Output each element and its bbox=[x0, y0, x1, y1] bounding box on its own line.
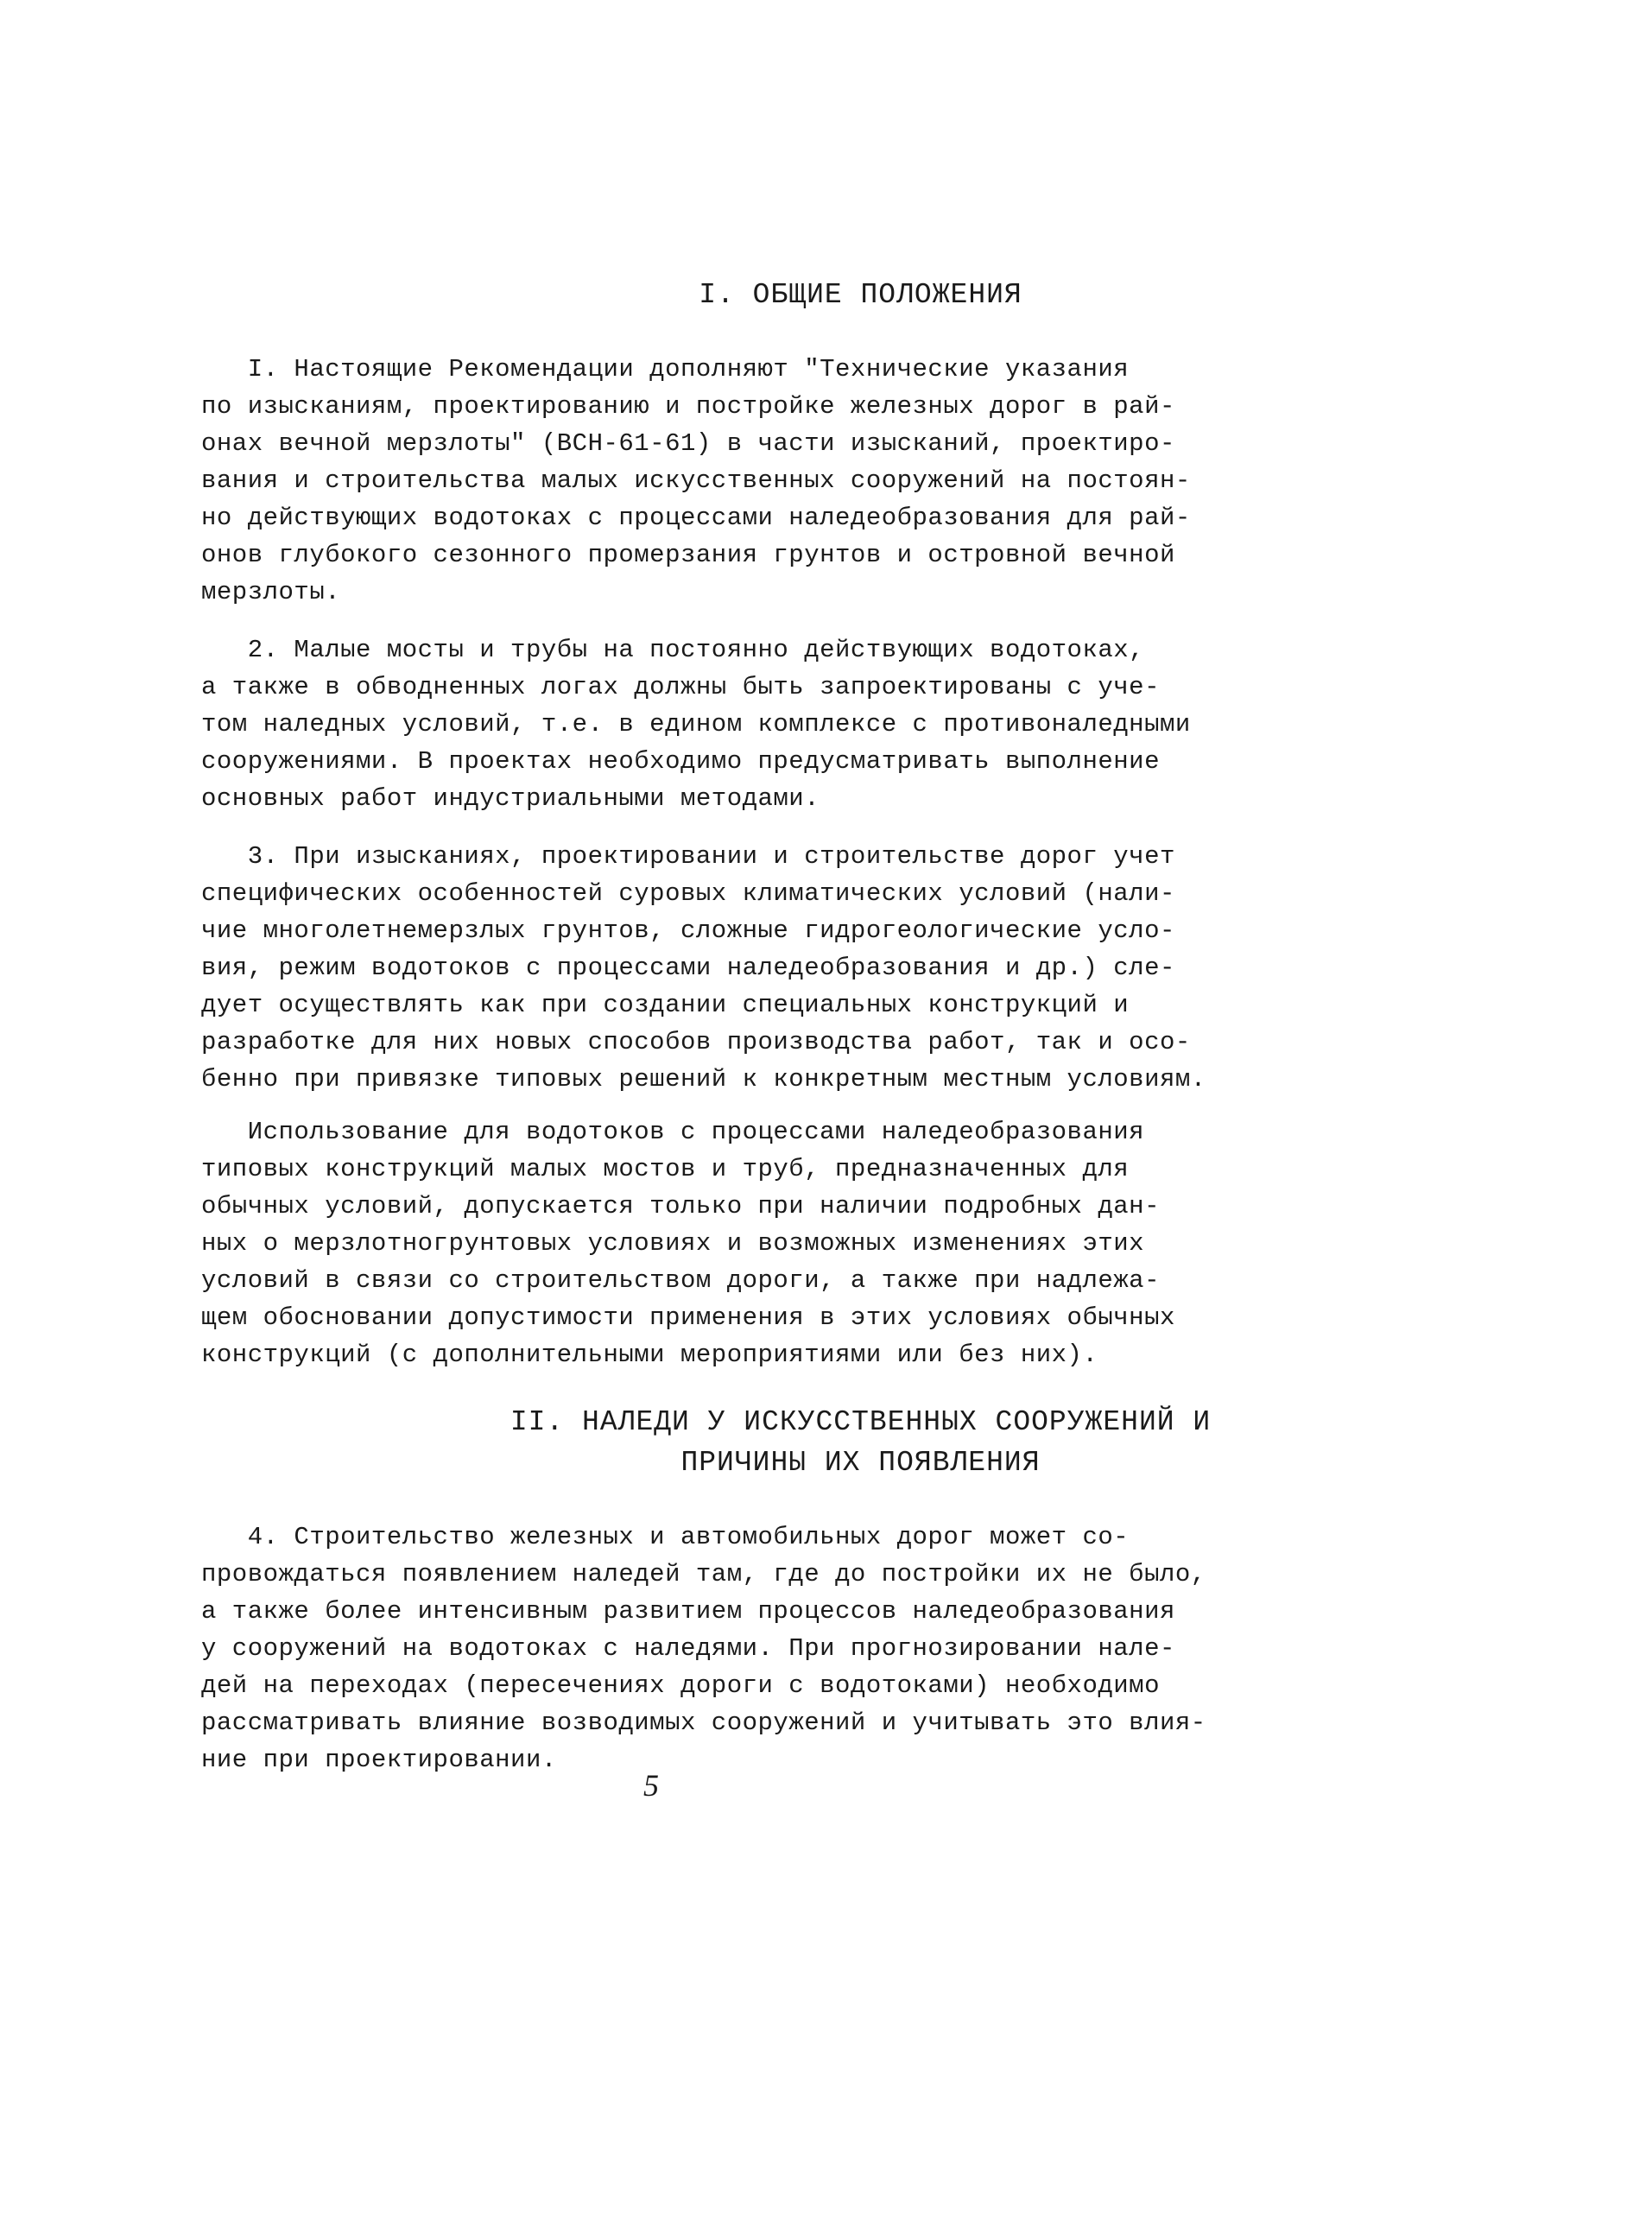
text-line: том наледных условий, т.е. в едином комплексе с противоналедными bbox=[201, 710, 1191, 739]
text-line: дей на переходах (пересечениях дороги с водотоками) необходимо bbox=[201, 1671, 1160, 1700]
text-line: I. Настоящие Рекомендации дополняют "Технические указания bbox=[201, 355, 1130, 384]
text-line: провождаться появлением наледей там, где до постройки их не было, bbox=[201, 1560, 1206, 1588]
text-line: 2. Малые мосты и трубы на постоянно действующих водотоках, bbox=[201, 636, 1145, 664]
text-line: бенно при привязке типовых решений к конкретным местным условиям. bbox=[201, 1065, 1206, 1094]
text-line: конструкций (с дополнительными мероприятиями или без них). bbox=[201, 1341, 1098, 1369]
section-2-title: II. НАЛЕДИ У ИСКУССТВЕННЫХ СООРУЖЕНИЙ И bbox=[510, 1406, 1212, 1438]
text-line: онов глубокого сезонного промерзания грунтов и островной вечной bbox=[201, 541, 1175, 569]
text-line: ных о мерзлотногрунтовых условиях и возможных изменениях этих bbox=[201, 1229, 1145, 1258]
section-1-title: I. ОБЩИЕ ПОЛОЖЕНИЯ bbox=[699, 279, 1022, 311]
text-line: разработке для них новых способов производства работ, так и осо- bbox=[201, 1028, 1191, 1056]
text-line: Использование для водотоков с процессами наледеобразования bbox=[201, 1118, 1145, 1146]
text-line: основных работ индустриальными методами. bbox=[201, 784, 820, 813]
text-line: щем обосновании допустимости применения в этих условиях обычных bbox=[201, 1303, 1175, 1332]
page-number: 5 bbox=[643, 1768, 659, 1803]
text-line: а также в обводненных логах должны быть запроектированы с уче- bbox=[201, 673, 1160, 701]
text-line: онах вечной мерзлоты" (ВСН-61-61) в части изысканий, проектиро- bbox=[201, 429, 1175, 458]
text-line: сооружениями. В проектах необходимо предусматривать выполнение bbox=[201, 747, 1160, 776]
text-line: по изысканиям, проектированию и постройке железных дорог в рай- bbox=[201, 392, 1175, 421]
text-line: чие многолетнемерзлых грунтов, сложные гидрогеологические усло- bbox=[201, 916, 1175, 945]
text-line: но действующих водотоках с процессами наледеобразования для рай- bbox=[201, 504, 1191, 532]
text-line: обычных условий, допускается только при наличии подробных дан- bbox=[201, 1192, 1160, 1220]
text-line: ние при проектировании. bbox=[201, 1746, 557, 1774]
text-line: а также более интенсивным развитием процессов наледеобразования bbox=[201, 1597, 1175, 1626]
text-line: у сооружений на водотоках с наледями. При прогнозировании нале- bbox=[201, 1634, 1175, 1663]
text-line: специфических особенностей суровых климатических условий (нали- bbox=[201, 879, 1175, 908]
text-line: 3. При изысканиях, проектировании и строительстве дорог учет bbox=[201, 842, 1175, 871]
text-line: 4. Строительство железных и автомобильных дорог может со- bbox=[201, 1523, 1130, 1551]
section-2-title-cont: ПРИЧИНЫ ИХ ПОЯВЛЕНИЯ bbox=[680, 1447, 1041, 1479]
text-line: дует осуществлять как при создании специальных конструкций и bbox=[201, 991, 1130, 1019]
text-line: рассматривать влияние возводимых сооружений и учитывать это влия- bbox=[201, 1709, 1206, 1737]
text-line: типовых конструкций малых мостов и труб, предназначенных для bbox=[201, 1155, 1130, 1183]
text-line: условий в связи со строительством дороги, а также при надлежа- bbox=[201, 1266, 1160, 1295]
text-line: вия, режим водотоков с процессами наледеобразования и др.) сле- bbox=[201, 954, 1175, 982]
text-line: мерзлоты. bbox=[201, 578, 341, 606]
text-line: вания и строительства малых искусственных сооружений на постоян- bbox=[201, 466, 1191, 495]
